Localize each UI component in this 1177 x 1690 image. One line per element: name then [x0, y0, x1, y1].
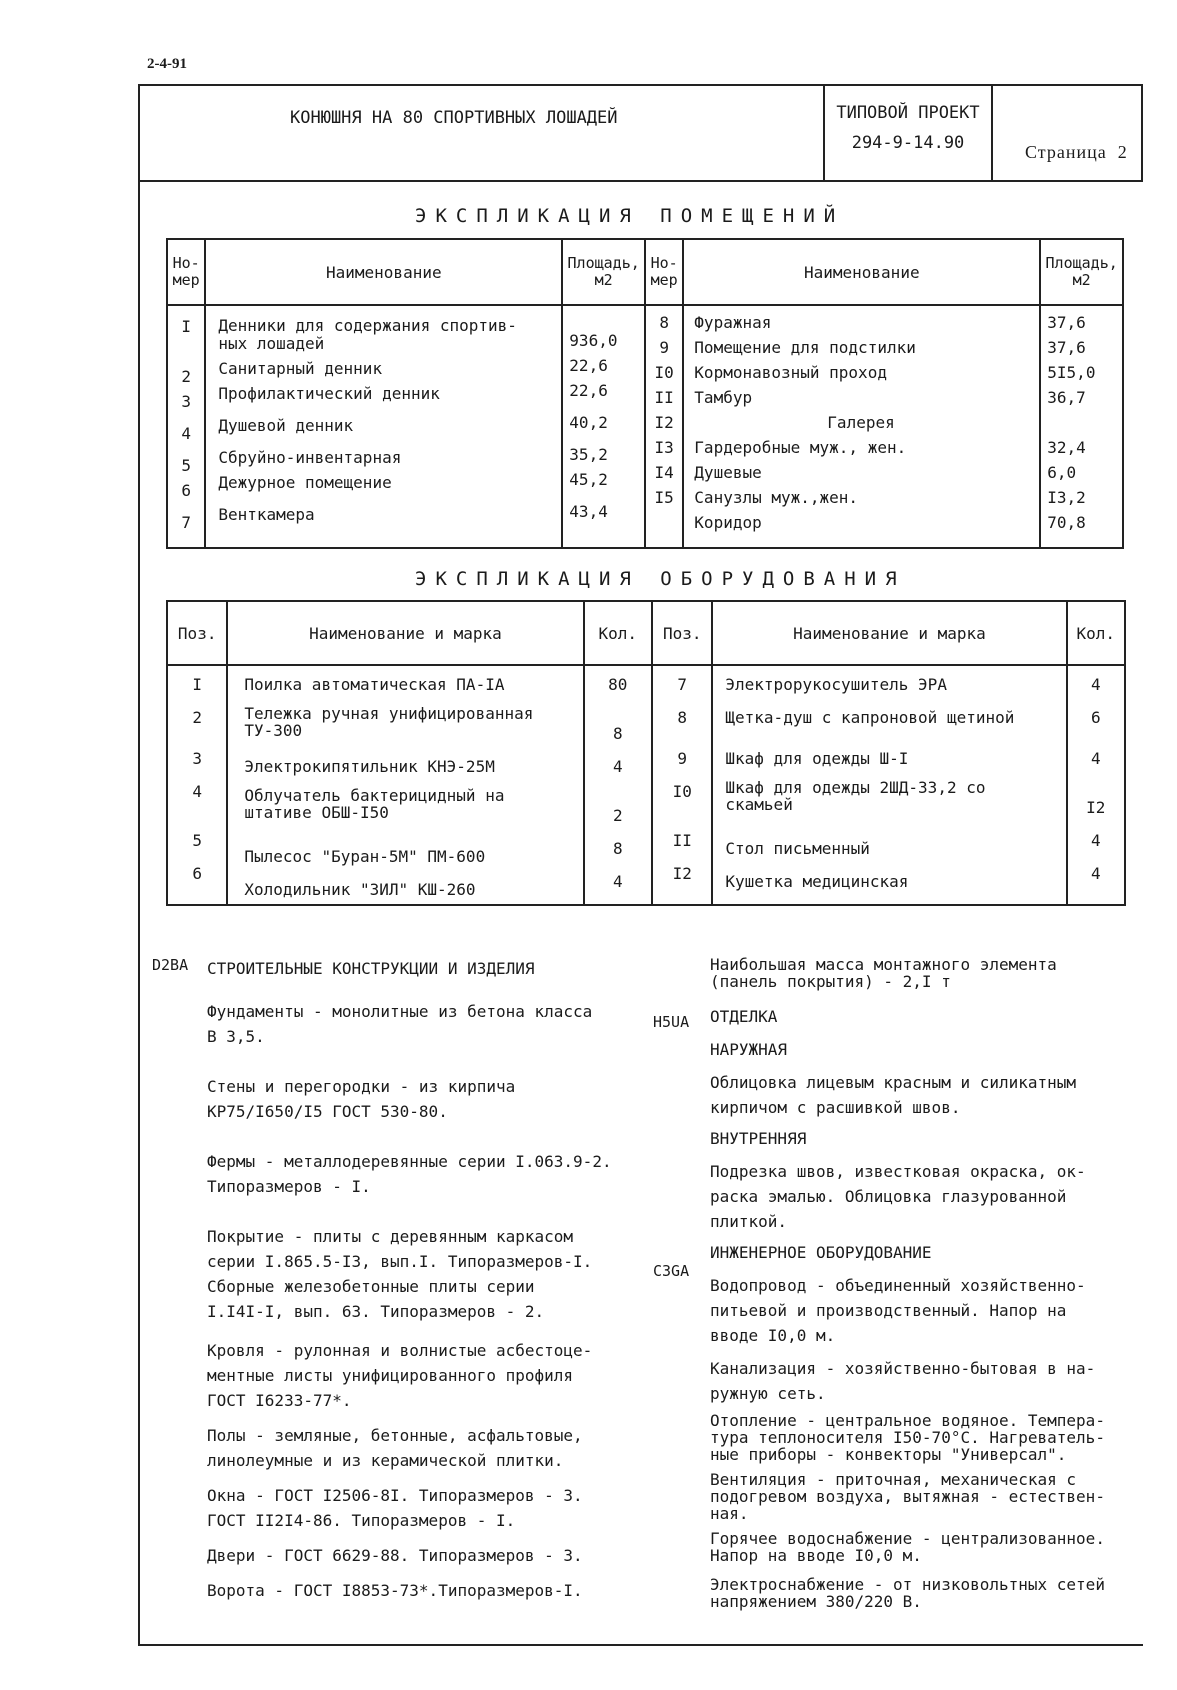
- construction-foundations: Фундаменты - монолитные из бетона класса В 3,5.: [207, 1002, 593, 1046]
- equipment-qty: 4: [1090, 749, 1101, 768]
- right-section: [710, 956, 1150, 1610]
- equipment-table: [166, 600, 1126, 906]
- heating: Отопление - центральное водяное. Темпера- тура теплоносителя I50-70°С. Нагреватель- ные приборы - конвекторы "Универсал".: [710, 1411, 1105, 1464]
- room-area: 37,6: [1047, 338, 1086, 357]
- equipment-col-name: Наименование и марка: [227, 601, 583, 665]
- hot-water: Горячее водоснабжение - централизованное. Напор на вводе I0,0 м.: [710, 1529, 1105, 1565]
- rooms-col-area: Площадь, м2: [562, 239, 645, 305]
- room-area: 70,8: [1047, 513, 1086, 532]
- document-id: 2-4-91: [147, 56, 187, 72]
- room-num: 2: [181, 367, 191, 386]
- equipment-name: Пылесос "Буран-5М" ПМ-600: [244, 847, 486, 866]
- rooms-title: ЭКСПЛИКАЦИЯ ПОМЕЩЕНИЙ: [415, 205, 845, 227]
- ventilation: Вентиляция - приточная, механическая с подогревом воздуха, вытяжная - естествен- ная.: [710, 1470, 1105, 1523]
- equipment-pos: 7: [677, 675, 688, 694]
- equipment-pos: 2: [192, 708, 202, 727]
- room-name: Кормонавозный проход: [694, 363, 887, 382]
- equipment-col-pos-2: Поз.: [652, 601, 712, 665]
- construction-doors: Двери - ГОСТ 6629-88. Типоразмеров - 3.: [207, 1546, 583, 1565]
- room-num: I2: [654, 413, 674, 432]
- room-name: Дежурное помещение: [218, 473, 392, 492]
- equipment-name: Кушетка медицинская: [725, 872, 909, 891]
- room-num: 7: [181, 513, 191, 532]
- equipment-name: Щетка-душ с капроновой щетиной: [725, 708, 1015, 727]
- equipment-pos: I0: [672, 782, 692, 801]
- water-supply: Водопровод - объединенный хозяйственно- питьевой и производственный. Напор на вводе I0,0 м.: [710, 1276, 1086, 1345]
- equipment-name: Шкаф для одежды 2ШД-33,2 со скамьей: [725, 778, 986, 814]
- equipment-pos: 5: [192, 831, 202, 850]
- equipment-qty: I2: [1086, 798, 1106, 817]
- outer-finish-text: Облицовка лицевым красным и силикатным кирпичом с расшивкой швов.: [710, 1073, 1077, 1117]
- room-num: I4: [654, 463, 674, 482]
- page-number: 2: [1117, 142, 1128, 162]
- room-name: Гардеробные муж., жен.: [694, 438, 907, 457]
- equipment-name: Электрорукосушитель ЭРА: [725, 675, 947, 694]
- rooms-col-num: Но- мер: [167, 239, 205, 305]
- title-block: [138, 84, 1143, 182]
- equipment-qty: 4: [1090, 864, 1101, 883]
- equipment-right-qty: [1067, 665, 1125, 905]
- room-num: 8: [659, 313, 669, 332]
- rooms-col-name: Наименование: [205, 239, 562, 305]
- room-num: 4: [181, 424, 191, 443]
- room-name: Санузлы муж.,жен.: [694, 488, 859, 507]
- equipment-name: Тележка ручная унифицированная ТУ-300: [244, 704, 534, 740]
- equipment-qty: 4: [612, 757, 623, 776]
- rooms-right-areas: [1040, 305, 1123, 548]
- rooms-col-name-2: Наименование: [683, 239, 1040, 305]
- equipment-pos: I2: [672, 864, 692, 883]
- max-element-mass: Наибольшая масса монтажного элемента (панель покрытия) - 2,I т: [710, 955, 1057, 991]
- equipment-pos: I: [192, 675, 202, 694]
- room-area: 5I5,0: [1047, 363, 1096, 382]
- equipment-name: Поилка автоматическая ПА-IA: [244, 675, 505, 694]
- equipment-left-names: [227, 665, 583, 905]
- room-name: Коридор: [694, 513, 762, 532]
- construction-windows: Окна - ГОСТ I2506-8I. Типоразмеров - 3. ГОСТ II2I4-86. Типоразмеров - I.: [207, 1486, 583, 1530]
- equipment-name: Облучатель бактерицидный на штативе ОБШ-I50: [244, 786, 505, 822]
- room-area: [1041, 410, 1122, 435]
- room-num: 5: [181, 456, 191, 475]
- room-name: Помещение для подстилки: [694, 338, 916, 357]
- equipment-qty: 2: [612, 806, 623, 825]
- inner-finish-text: Подрезка швов, известковая окраска, ок- раска эмалью. Облицовка глазурованной плиткой.: [710, 1162, 1086, 1231]
- section-code-construction: D2BA: [152, 956, 189, 974]
- construction-walls: Стены и перегородки - из кирпича КР75/I650/I5 ГОСТ 530-80.: [207, 1077, 516, 1121]
- equipment-col-pos: Поз.: [167, 601, 227, 665]
- construction-heading: СТРОИТЕЛЬНЫЕ КОНСТРУКЦИИ И ИЗДЕЛИЯ: [207, 959, 535, 978]
- section-code-engineering: C3GA: [653, 1262, 690, 1280]
- page-indicator: [1025, 142, 1128, 163]
- engineering-heading: ИНЖЕНЕРНОЕ ОБОРУДОВАНИЕ: [710, 1243, 932, 1262]
- room-area: 36,7: [1047, 388, 1086, 407]
- equipment-name: Стол письменный: [725, 839, 870, 858]
- project-number: 294-9-14.90: [851, 133, 965, 153]
- room-num: 3: [181, 392, 191, 411]
- room-area: 32,4: [1047, 438, 1086, 457]
- construction-section: [207, 956, 637, 1603]
- equipment-qty: 4: [612, 872, 623, 891]
- room-num: I0: [654, 363, 674, 382]
- project-title: КОНЮШНЯ НА 80 СПОРТИВНЫХ ЛОШАДЕЙ: [290, 108, 618, 128]
- room-section-label: Галерея: [827, 413, 895, 432]
- equipment-title: ЭКСПЛИКАЦИЯ ОБОРУДОВАНИЯ: [415, 568, 906, 590]
- equipment-name: Холодильник "ЗИЛ" КШ-260: [244, 880, 476, 899]
- equipment-name: Электрокипятильник КНЭ-25М: [244, 757, 495, 776]
- room-area: 22,6: [569, 356, 608, 375]
- rooms-right-names: [683, 305, 1040, 548]
- equipment-qty: 4: [1090, 831, 1101, 850]
- room-name: Профилактический денник: [218, 384, 440, 403]
- equipment-qty: 4: [1090, 675, 1101, 694]
- equipment-pos: 9: [677, 749, 688, 768]
- power-supply: Электроснабжение - от низковольтных сетей напряжением 380/220 В.: [710, 1575, 1105, 1611]
- construction-roof-slabs: Покрытие - плиты с деревянным каркасом серии I.865.5-I3, вып.I. Типоразмеров-I. Сборные железобетонные плиты серии I.I4I-I, вып. 63. Типоразмеров - 2.: [207, 1227, 593, 1321]
- equipment-col-qty-2: Кол.: [1067, 601, 1125, 665]
- project-label: ТИПОВОЙ ПРОЕКТ: [836, 103, 980, 123]
- construction-trusses: Фермы - металлодеревянные серии I.063.9-2. Типоразмеров - I.: [207, 1152, 612, 1196]
- equipment-qty: 8: [612, 724, 623, 743]
- equipment-pos: 6: [192, 864, 202, 883]
- equipment-left-pos: [167, 665, 227, 905]
- room-name: Душевой денник: [218, 416, 354, 435]
- outer-finish-heading: НАРУЖНАЯ: [710, 1040, 788, 1059]
- rooms-col-area-2: Площадь, м2: [1040, 239, 1123, 305]
- room-name: Санитарный денник: [218, 359, 383, 378]
- room-area: 22,6: [569, 381, 608, 400]
- room-num: 6: [181, 481, 191, 500]
- room-num: I5: [654, 488, 674, 507]
- rooms-left-names: [205, 305, 562, 548]
- room-num: 9: [659, 338, 669, 357]
- room-name: Фуражная: [694, 313, 772, 332]
- bottom-frame-line: [138, 1644, 1143, 1646]
- equipment-right-names: [712, 665, 1066, 905]
- room-name: Тамбур: [694, 388, 753, 407]
- equipment-qty: 6: [1090, 708, 1101, 727]
- room-name: Душевые: [694, 463, 762, 482]
- rooms-left-nums: [167, 305, 205, 548]
- equipment-left-qty: [584, 665, 652, 905]
- sewerage: Канализация - хозяйственно-бытовая в на- ружную сеть.: [710, 1359, 1096, 1403]
- room-area: 45,2: [569, 470, 608, 489]
- room-area: I3,2: [1047, 488, 1086, 507]
- construction-roofing: Кровля - рулонная и волнистые асбестоце- ментные листы унифицированного профиля ГОСТ I6233-77*.: [207, 1341, 593, 1410]
- equipment-pos: 8: [677, 708, 688, 727]
- rooms-left-areas: [562, 305, 645, 548]
- rooms-table: [166, 238, 1124, 549]
- room-num: I: [181, 317, 191, 336]
- room-num: II: [654, 388, 674, 407]
- room-area: 35,2: [569, 445, 608, 464]
- construction-floors: Полы - земляные, бетонные, асфальтовые, линолеумные и из керамической плитки.: [207, 1426, 583, 1470]
- section-code-finish: H5UA: [653, 1013, 690, 1031]
- equipment-qty: 8: [612, 839, 623, 858]
- room-name: Венткамера: [218, 505, 315, 524]
- equipment-col-name-2: Наименование и марка: [712, 601, 1066, 665]
- left-frame-line: [138, 84, 140, 1644]
- room-area: 6,0: [1047, 463, 1077, 482]
- rooms-col-num-2: Но- мер: [645, 239, 683, 305]
- room-area: 40,2: [569, 413, 608, 432]
- room-name: Сбруйно-инвентарная: [218, 448, 402, 467]
- project-cell: [823, 86, 993, 182]
- equipment-pos: II: [672, 831, 692, 850]
- room-area: 37,6: [1047, 313, 1086, 332]
- equipment-right-pos: [652, 665, 712, 905]
- equipment-pos: 4: [192, 782, 202, 801]
- inner-finish-heading: ВНУТРЕННЯЯ: [710, 1129, 807, 1148]
- room-name: Денники для содержания спортив- ных лошадей: [218, 316, 517, 353]
- equipment-qty: 80: [608, 675, 628, 694]
- rooms-right-nums: [645, 305, 683, 548]
- finish-heading: ОТДЕЛКА: [710, 1007, 778, 1026]
- room-area: 936,0: [569, 331, 618, 350]
- equipment-name: Шкаф для одежды Ш-I: [725, 749, 909, 768]
- equipment-pos: 3: [192, 749, 202, 768]
- equipment-col-qty: Кол.: [584, 601, 652, 665]
- room-num: I3: [654, 438, 674, 457]
- room-area: 43,4: [569, 502, 608, 521]
- construction-gates: Ворота - ГОСТ I8853-73*.Типоразмеров-I.: [207, 1581, 583, 1600]
- page-label: Страница: [1025, 142, 1107, 162]
